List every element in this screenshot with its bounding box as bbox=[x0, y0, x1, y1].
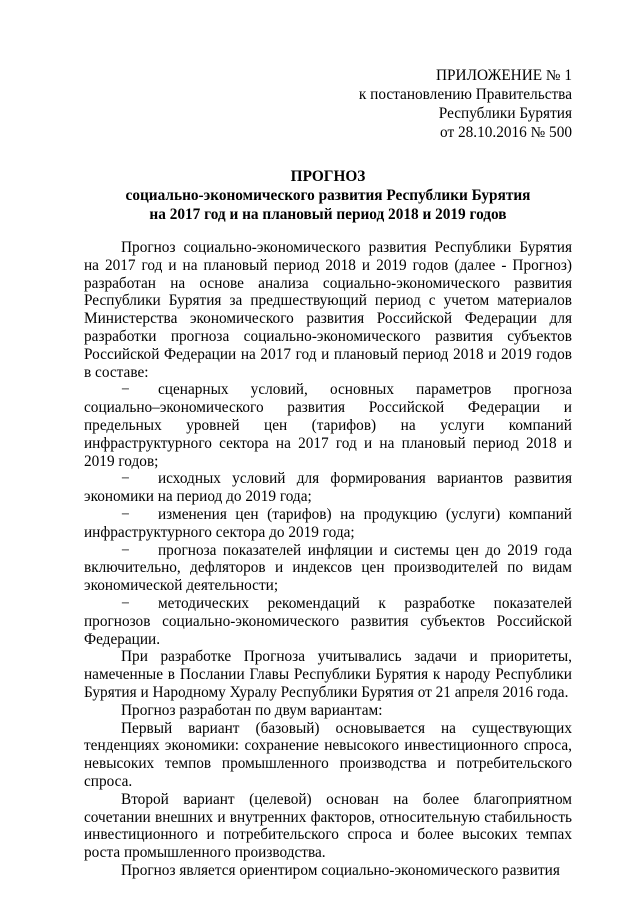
appendix-header bbox=[359, 66, 572, 142]
list-item-text: изменения цен (тарифов) на продукцию (услуги) компаний инфраструктурного сектора до 2019 года; bbox=[84, 505, 572, 541]
list-item-text: сценарных условий, основных параметров прогноза социально–экономического развития Российской Федерации и предельных уровней цен (тарифов) на услуги компаний инфраструктурного сектора на 2017 год и на плановый период 2018 и 2019 годов; bbox=[84, 381, 572, 470]
list-item-text: исходных условий для формирования вариантов развития экономики на период до 2019 года; bbox=[84, 470, 572, 506]
list-item bbox=[84, 542, 572, 595]
paragraph-intro: Прогноз социально-экономического развития Республики Бурятия на 2017 год и на плановый период 2018 и 2019 годов (далее - Прогноз) разработан на основе анализа социально-экономического развития Республики Бурятия за предшествующий период с учетом материалов Министерства экономического развития Российской Федерации для разработки прогноза социально-экономического развития субъектов Российской Федерации на 2017 год и плановый период 2018 и 2019 годов в составе: bbox=[84, 239, 572, 381]
title-line-1: ПРОГНОЗ bbox=[290, 168, 366, 185]
list-item bbox=[84, 506, 572, 542]
document-title bbox=[84, 167, 572, 224]
list-dash: − bbox=[121, 470, 130, 488]
paragraph-second-variant: Второй вариант (целевой) основан на более благоприятном сочетании внешних и внутренних факторов, относительную стабильность инвестиционного и потребительского спроса и более высоких темпах роста промышленного производства. bbox=[84, 790, 572, 862]
appendix-republic: Республики Бурятия bbox=[438, 105, 572, 122]
paragraph-two-variants: Прогноз разработан по двум вариантам: bbox=[121, 701, 383, 719]
list-dash: − bbox=[121, 541, 130, 559]
appendix-number: ПРИЛОЖЕНИЕ № 1 bbox=[435, 67, 572, 84]
list-dash: − bbox=[121, 594, 130, 612]
list-item-text: методических рекомендаций к разработке показателей прогнозов социально-экономического развития субъектов Российской Федерации. bbox=[84, 594, 572, 648]
list-item-text: прогноза показателей инфляции и системы цен до 2019 года включительно, дефляторов и индексов цен производителей по видам экономической деятельности; bbox=[84, 541, 572, 595]
title-line-3: на 2017 год и на плановый период 2018 и 2019 годов bbox=[149, 206, 507, 223]
list-item bbox=[84, 470, 572, 506]
document-body bbox=[84, 239, 572, 880]
list-dash: − bbox=[121, 381, 130, 399]
appendix-date: от 28.10.2016 № 500 bbox=[440, 124, 572, 141]
appendix-resolution: к постановлению Правительства bbox=[358, 86, 572, 103]
paragraph-first-variant: Первый вариант (базовый) основывается на существующих тенденциях экономики: сохранение невысокого инвестиционного спроса, невысоких темпов промышленного производства и потребительского спроса. bbox=[84, 719, 572, 790]
title-line-2: социально-экономического развития Республики Бурятия bbox=[125, 187, 531, 204]
paragraph-last: Прогноз является ориентиром социально-экономического развития bbox=[121, 861, 560, 879]
list-item bbox=[84, 595, 572, 648]
paragraph-priorities: При разработке Прогноза учитывались задачи и приоритеты, намеченные в Послании Главы Республики Бурятия к народу Республики Бурятия и Народному Хуралу Республики Бурятия от 21 апреля 2016 года. bbox=[84, 648, 572, 701]
list-item bbox=[84, 381, 572, 470]
list-dash: − bbox=[121, 505, 130, 523]
